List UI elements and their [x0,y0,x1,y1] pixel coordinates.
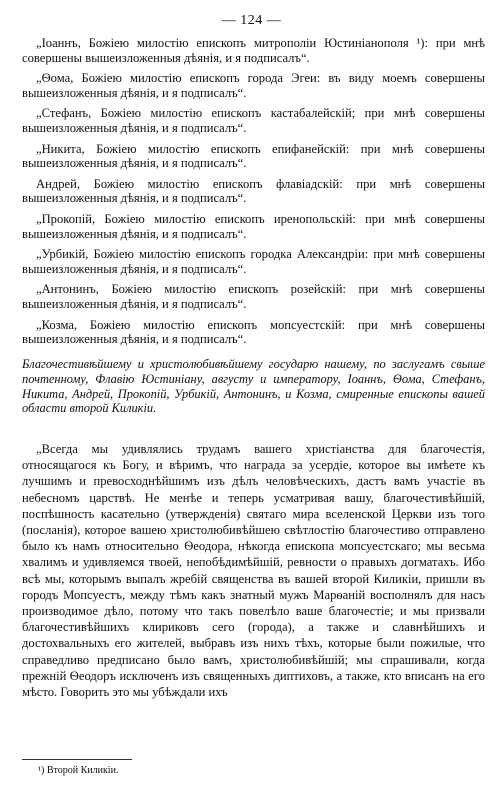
signature-paragraph: „Прокопій, Божіею милостію епископъ иренопольскій: при мнѣ совершены вышеизложенныя дѣянія, и я подписалъ“. [22,211,485,241]
signature-paragraph: „Козма, Божіею милостію епископъ мопсуестскій: при мнѣ совершены вышеизложенныя дѣянія, и я подписалъ“. [22,317,485,347]
signature-paragraph: „Урбикій, Божіею милостію епископъ городка Александріи: при мнѣ совершены вышеизложенныя дѣянія, и я подписалъ“. [22,247,485,276]
signature-paragraph: „Іоаннъ, Божіею милостію епископъ митрополіи Юстиніанополя ¹): при мнѣ совершены вышеизложенныя дѣянія, и я подписалъ“. [22,36,485,65]
footnote: ¹) Второй Киликіи. [38,765,119,776]
footnote-divider [22,759,132,760]
signature-paragraph: „Ѳома, Божіею милостію епископъ города Эгеи: въ виду моемъ совершены вышеизложенныя дѣянія, и я подписалъ“. [22,71,485,100]
page-number: — 124 — [221,13,282,28]
signature-paragraph: „Антонинъ, Божіею милостію епископъ розейскій: при мнѣ совершены вышеизложенныя дѣянія, и я подписалъ“. [22,282,485,311]
letter-body-paragraph: „Всегда мы удивлялись трудамъ вашего христіанства для благочестія, относящагося къ Богу, и вѣримъ, что награда за усердіе, которое вы имѣете къ лучшимъ и превосходнѣйшимъ изъ дѣлъ человѣческихъ, дастъ вамъ участіе въ небесномъ царствѣ. Не менѣе и теперь усматривая вашу, благочестивѣйшій, поспѣшность касательно (утвержденія) святаго мира вселенской Церкви изъ того (посланія), которое вашею христолюбивѣйшею свѣтлостію благочестиво отправлено было къ намъ относительно Ѳеодора, нѣкогда епископа мопсуестскаго; мы весьма хвалимъ и удивляемся твоей, непобѣдимѣйшій, ревности о правыхъ догматахъ. Ибо всѣ мы, которымъ выпалъ жребій священства въ вашей второй Киликіи, пришли въ городъ Мопсуестъ, между тѣмъ какъ знатный мужъ Марѳаній восполнялъ для насъ производимое дѣло, потому что такъ повелѣло ваше благочестіе; и мы призвали благочестивѣйшихъ клириковъ сего (города), а также и славнѣйшихъ и достохвальныхъ его жителей, выбравъ изъ нихъ тѣхъ, которые были пожилые, что справедливо предписано было вамъ, христолюбивѣйшій; мы спрашивали, когда прежній Ѳеодоръ исключенъ изъ священныхъ диптиховъ, а также, кто вписанъ на его мѣсто. Говорить это мы убѣждали ихъ [22,442,485,700]
signature-paragraph: „Стефанъ, Божіею милостію епископъ кастабалейскій; при мнѣ совершены вышеизложенныя дѣянія, и я подписалъ“. [22,106,485,135]
letter-address-heading: Благочестивѣйшему и христолюбивѣйшему государю нашему, по заслугамъ свыше почтенному, Флавію Юстиніану, августу и императору, Іоаннъ, Ѳома, Стефанъ, Никита, Андрей, Прокопій, Урбикій, Антонинъ, и Козма, смиренные епископы вашей области второй Киликіи. [22,357,485,416]
signatures-block [22,36,485,353]
signature-paragraph: „Никита, Божіею милостію епископъ епифанейскій: при мнѣ совершены вышеизложенныя дѣянія, и я подписалъ“. [22,141,485,171]
signature-paragraph: Андрей, Божіею милостію епископъ флавіадскій: при мнѣ совершены вышеизложенныя дѣянія, и я подписалъ“. [22,176,485,206]
